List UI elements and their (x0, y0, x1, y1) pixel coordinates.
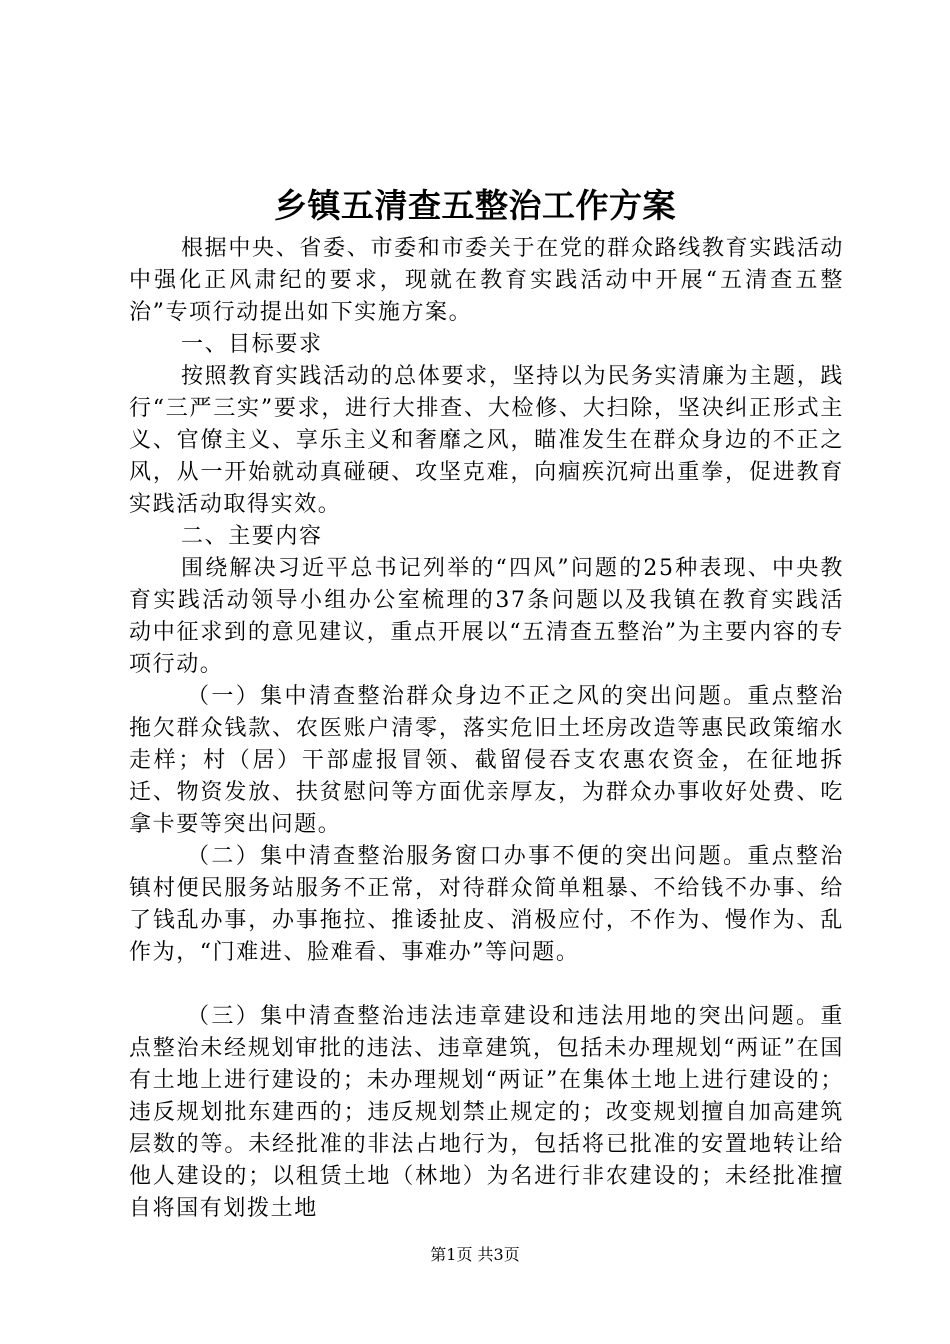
paragraph-content: 围绕解决习近平总书记列举的“四风”问题的25种表现、中央教育实践活动领导小组办公室梳理的37条问题以及我镇在教育实践活动中征求到的意见建议，重点开展以“五清查五整治”为主要内容的专项行动。 (129, 556, 844, 677)
paragraph-goals: 按照教育实践活动的总体要求，坚持以为民务实清廉为主题，践行“三严三实”要求，进行大排查、大检修、大扫除，坚决纠正形式主义、官僚主义、享乐主义和奢靡之风，瞄准发生在群众身边的不正之风，从一开始就动真碰硬、攻坚克难，向痼疾沉疴出重拳，促进教育实践活动取得实效。 (129, 364, 844, 517)
paragraph-item-1: （一）集中清查整治群众身边不正之风的突出问题。重点整治拖欠群众钱款、农医账户清零，落实危旧土坯房改造等惠民政策缩水走样；村（居）干部虚报冒领、截留侵吞支农惠农资金，在征地拆迁、物资发放、扶贫慰问等方面优亲厚友，为群众办事收好处费、吃拿卡要等突出问题。 (129, 684, 844, 837)
heading-goals: 一、目标要求 (181, 332, 323, 357)
page-title: 乡镇五清查五整治工作方案 (274, 186, 676, 225)
page-footer: 第1页 共3页 (430, 1245, 520, 1264)
paragraph-intro: 根据中央、省委、市委和市委关于在党的群众路线教育实践活动中强化正风肃纪的要求，现就在教育实践活动中开展“五清查五整治”专项行动提出如下实施方案。 (129, 236, 844, 325)
heading-content: 二、主要内容 (181, 524, 323, 549)
paragraph-item-2: （二）集中清查整治服务窗口办事不便的突出问题。重点整治镇村便民服务站服务不正常，对待群众简单粗暴、不给钱不办事、给了钱乱办事，办事拖拉、推诿扯皮、消极应付，不作为、慢作为、乱作为，“门难进、脸难看、事难办”等问题。 (129, 844, 844, 965)
document-body (129, 233, 844, 1225)
paragraph-item-3: （三）集中清查整治违法违章建设和违法用地的突出问题。重点整治未经规划审批的违法、违章建筑，包括未办理规划“两证”在国有土地上进行建设的；未办理规划“两证”在集体土地上进行建设的；违反规划批东建西的；违反规划禁止规定的；改变规划擅自加高建筑层数的等。未经批准的非法占地行为，包括将已批准的安置地转让给他人建设的；以租赁土地（林地）为名进行非农建设的；未经批准擅自将国有划拨土地 (129, 1004, 844, 1221)
paragraph-gap (129, 969, 844, 1001)
